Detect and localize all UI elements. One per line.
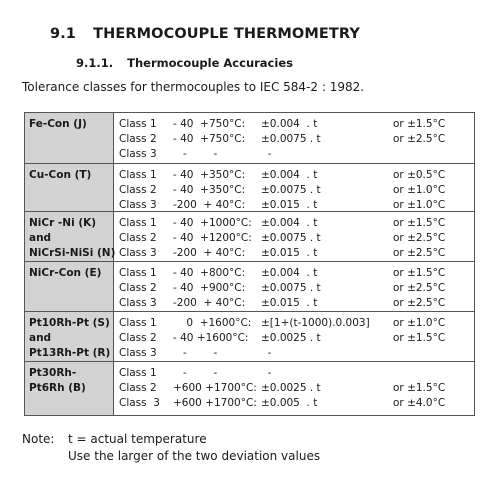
alternative-tolerance: or ±2.5°C [393, 282, 446, 294]
tolerance-class: Class 2 [119, 133, 157, 145]
table-row [25, 396, 474, 411]
tolerance-class: Class 2 [119, 184, 157, 196]
temperature-range: - 40 +350°C: [173, 169, 246, 181]
tolerance-class: Class 2 [119, 232, 157, 244]
table-row [25, 246, 474, 261]
tolerance-class: Class 2 [119, 282, 157, 294]
tolerance-value: ±0.004 . t [261, 267, 318, 279]
thermocouple-type: Pt30Rh- Pt6Rh (B) [29, 367, 86, 394]
table-group [25, 163, 474, 211]
table-row [25, 183, 474, 198]
table-row [25, 231, 474, 246]
temperature-range: - - [173, 367, 218, 379]
tolerance-class: Class 1 [119, 267, 157, 279]
temperature-range: +600 +1700°C: [173, 382, 257, 394]
alternative-tolerance: or ±1.0°C [393, 199, 446, 211]
tolerance-value: ±[1+(t-1000).0.003] [261, 317, 370, 329]
table-group [25, 261, 474, 311]
thermocouple-type: NiCr-Con (E) [29, 267, 102, 279]
tolerance-value: ±0.004 . t [261, 217, 318, 229]
tolerance-value: ±0.0025 . t [261, 382, 321, 394]
tolerance-class: Class 3 [119, 247, 157, 259]
table-row [25, 366, 474, 381]
alternative-tolerance: or ±1.0°C [393, 184, 446, 196]
temperature-range: - 40 +1200°C: [173, 232, 252, 244]
temperature-range: - 40 +750°C: [173, 118, 246, 130]
tolerance-value: ±0.0075 . t [261, 282, 321, 294]
tolerance-value: ±0.0075 . t [261, 133, 321, 145]
temperature-range: - - [173, 148, 218, 160]
tolerance-value: ±0.015 . t [261, 297, 318, 309]
tolerance-class: Class 1 [119, 118, 157, 130]
table-group [25, 211, 474, 261]
table-row [25, 216, 474, 231]
alternative-tolerance: or ±4.0°C [393, 397, 446, 409]
tolerance-class: Class 3 [119, 148, 157, 160]
alternative-tolerance: or ±1.5°C [393, 217, 446, 229]
accuracy-table [24, 112, 475, 416]
note-line-2: Use the larger of the two deviation values [68, 449, 321, 463]
alternative-tolerance: or ±1.5°C [393, 382, 446, 394]
temperature-range: - 40 +350°C: [173, 184, 246, 196]
tolerance-class: Class 3 [119, 347, 157, 359]
thermocouple-type: Fe-Con (J) [29, 118, 87, 130]
temperature-range: -200 + 40°C: [173, 297, 246, 309]
table-row [25, 266, 474, 281]
table-row [25, 296, 474, 311]
alternative-tolerance: or ±0.5°C [393, 169, 446, 181]
table-row [25, 381, 474, 396]
alternative-tolerance: or ±2.5°C [393, 297, 446, 309]
tolerance-value: ±0.015 . t [261, 247, 318, 259]
table-row [25, 147, 474, 162]
table-row [25, 117, 474, 132]
temperature-range: - - [173, 347, 218, 359]
table-group [25, 113, 474, 163]
tolerance-value: ±0.0025 . t [261, 332, 321, 344]
tolerance-value: - [261, 148, 272, 160]
temperature-range: +600 +1700°C: [173, 397, 257, 409]
tolerance-class: Class 2 [119, 382, 157, 394]
thermocouple-type: Cu-Con (T) [29, 169, 92, 181]
alternative-tolerance: or ±1.5°C [393, 267, 446, 279]
tolerance-value: ±0.0075 . t [261, 184, 321, 196]
temperature-range: - 40 +1000°C: [173, 217, 252, 229]
intro-text: Tolerance classes for thermocouples to IEC 584-2 : 1982. [22, 80, 365, 94]
section-number: 9.1 [50, 26, 76, 42]
tolerance-class: Class 1 [119, 317, 157, 329]
tolerance-value: - [261, 347, 272, 359]
tolerance-value: ±0.015 . t [261, 199, 318, 211]
tolerance-class: Class 1 [119, 217, 157, 229]
section-title: THERMOCOUPLE THERMOMETRY [93, 26, 360, 42]
tolerance-value: - [261, 367, 272, 379]
thermocouple-type: NiCr -Ni (K) and NiCrSi-NiSi (N) [29, 217, 116, 259]
table-row [25, 132, 474, 147]
subsection-heading [76, 56, 293, 70]
alternative-tolerance: or ±1.5°C [393, 118, 446, 130]
table-row [25, 168, 474, 183]
tolerance-class: Class 3 [119, 199, 157, 211]
tolerance-value: ±0.0075 . t [261, 232, 321, 244]
alternative-tolerance: or ±1.5°C [393, 332, 446, 344]
table-row [25, 331, 474, 346]
table-row [25, 281, 474, 296]
subsection-title: Thermocouple Accuracies [127, 56, 293, 70]
section-heading [50, 26, 360, 42]
tolerance-class: Class 2 [119, 332, 157, 344]
tolerance-value: ±0.005 . t [261, 397, 318, 409]
temperature-range: -200 + 40°C: [173, 247, 246, 259]
temperature-range: -200 + 40°C: [173, 199, 246, 211]
temperature-range: - 40 +1600°C: [173, 332, 249, 344]
alternative-tolerance: or ±2.5°C [393, 247, 446, 259]
subsection-number: 9.1.1. [76, 56, 114, 70]
note-label: Note: [22, 432, 55, 446]
table-group [25, 361, 474, 415]
alternative-tolerance: or ±2.5°C [393, 232, 446, 244]
tolerance-value: ±0.004 . t [261, 169, 318, 181]
tolerance-class: Class 3 [119, 397, 160, 409]
table-row [25, 346, 474, 361]
tolerance-class: Class 1 [119, 169, 157, 181]
tolerance-class: Class 3 [119, 297, 157, 309]
temperature-range: - 40 +900°C: [173, 282, 246, 294]
temperature-range: - 40 +750°C: [173, 133, 246, 145]
note-line-1: t = actual temperature [68, 432, 207, 446]
alternative-tolerance: or ±2.5°C [393, 133, 446, 145]
temperature-range: 0 +1600°C: [173, 317, 252, 329]
alternative-tolerance: or ±1.0°C [393, 317, 446, 329]
tolerance-value: ±0.004 . t [261, 118, 318, 130]
tolerance-class: Class 1 [119, 367, 157, 379]
temperature-range: - 40 +800°C: [173, 267, 246, 279]
table-group [25, 311, 474, 361]
thermocouple-type: Pt10Rh-Pt (S) and Pt13Rh-Pt (R) [29, 317, 111, 359]
table-row [25, 316, 474, 331]
